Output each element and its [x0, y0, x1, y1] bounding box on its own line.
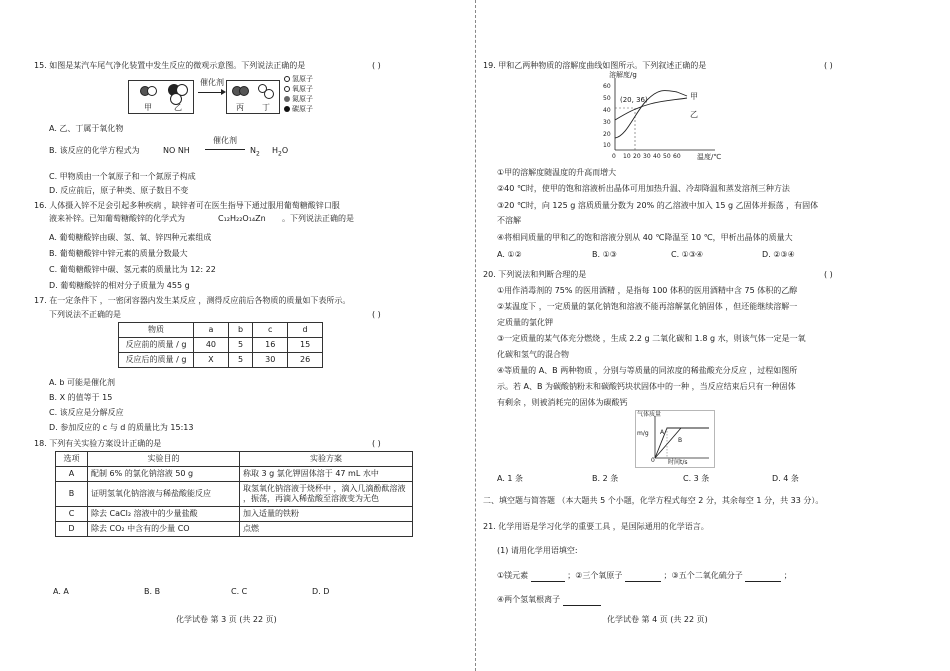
q17-answer-paren[interactable]: ( )	[372, 310, 381, 319]
q19-item-1: ①甲的溶解度随温度的升高而增大	[497, 168, 617, 177]
q21-stem: 21. 化学用语是学习化学的重要工具 ，是国际通用的化学语言。	[483, 522, 709, 531]
q17-option-b[interactable]: B. X 的值等于 15	[49, 393, 113, 402]
label-ding: 丁	[262, 103, 270, 112]
q20-option-a[interactable]: A. 1 条	[497, 474, 524, 483]
table-row: 反应前的质量 / g 40 5 16 15	[119, 338, 323, 353]
q15-diagram	[128, 76, 418, 118]
q15-eq-reactants: NO NH	[163, 146, 190, 155]
label-yi: 乙	[174, 103, 182, 112]
q15-option-c[interactable]: C. 甲物质由一个氧原子和一个氮原子构成	[49, 172, 196, 181]
curve-yi-label: 乙	[690, 110, 698, 119]
q15-option-a[interactable]: A. 乙、丁属于氧化物	[49, 124, 124, 133]
legend-n: 氮原子	[292, 95, 313, 103]
legend-o: 氧原子	[292, 85, 313, 93]
q20-item-4b: 示。若 A、B 为碳酸钠粉末和碳酸钙块状固体中的一种 ，当反应结束后只有一种固体	[497, 382, 796, 391]
q16-stem-3: 。下列说法正确的是	[282, 214, 354, 223]
q19-option-c[interactable]: C. ①③④	[671, 250, 704, 259]
graph-yunit: m/g	[637, 430, 649, 437]
q19-answer-paren[interactable]: ( )	[824, 61, 833, 70]
q18-option-b[interactable]: B. B	[144, 587, 161, 596]
q18-table	[55, 451, 413, 537]
q16-stem-1: 16. 人体摄入锌不足会引起多种疾病 ，缺锌者可在医生指导下通过服用葡萄糖酸锌口服	[34, 201, 340, 210]
q21-sub1: (1) 请用化学用语填空:	[497, 546, 578, 555]
table-row: 反应后的质量 / g X 5 30 26	[119, 353, 323, 368]
q20-item-1: ①用作消毒剂的 75% 的医用酒精 ，是指每 100 体积的医用酒精中含 75 体积的乙醇	[497, 286, 798, 295]
q19-option-a[interactable]: A. ①②	[497, 250, 522, 259]
q16-option-c[interactable]: C. 葡萄糖酸锌中碳、氢元素的质量比为 12: 22	[49, 265, 216, 274]
graph-origin: 0	[651, 457, 655, 464]
q20-item-2: ②某温度下 ，一定质量的氯化钠饱和溶液不能再溶解氯化钠固体 ，但还能继续溶解一	[497, 302, 798, 311]
q20-item-4c: 有剩余 ，则被消耗完的固体为碳酸钙	[497, 398, 628, 407]
q20-stem: 20. 下列说法和判断合理的是	[483, 270, 587, 279]
curve-a-label: A	[660, 429, 665, 436]
graph-xlabel: 时间t/s	[668, 459, 688, 466]
graph-ylabel: 气体质量	[637, 411, 662, 418]
blank-3o[interactable]	[625, 571, 661, 582]
q18-option-c[interactable]: C. C	[231, 587, 248, 596]
q15-stem: 15. 如图是某汽车尾气净化装置中发生反应的微观示意图。下列说法正确的是	[34, 61, 306, 70]
chart-xlabel: 温度/℃	[697, 153, 722, 161]
chart-ylabel: 溶解度/g	[609, 71, 637, 79]
table-row: C 除去 CaCl₂ 溶液中的少量盐酸 加入适量的铁粉	[56, 507, 413, 522]
blank-2oh[interactable]	[563, 595, 601, 606]
q19-item-2: ②40 ℃时，使甲的饱和溶液析出晶体可用加热升温、冷却降温和蒸发溶剂三种方法	[497, 184, 790, 193]
q20-item-2b: 定质量的氯化钾	[497, 318, 553, 327]
q19-option-d[interactable]: D. ②③④	[762, 250, 795, 259]
q15-answer-paren[interactable]: ( )	[372, 61, 381, 70]
q19-item-3: ③20 ℃时，向 125 g 溶质质量分数为 20% 的乙溶液中加入 15 g 乙固体并振荡 ，有固体	[497, 201, 819, 210]
q16-option-b[interactable]: B. 葡萄糖酸锌中锌元素的质量分数最大	[49, 249, 188, 258]
q15-eq-n2: $N_2$	[250, 146, 260, 158]
q18-option-d[interactable]: D. D	[312, 587, 330, 596]
q17-stem-1: 17. 在一定条件下 ，一密闭容器内发生某反应 ，测得反应前后各物质的质量如下表所示。	[34, 296, 351, 305]
table-row: A 配制 6% 的氯化钠溶液 50 g 称取 3 g 氯化钾固体溶于 47 mL 水中	[56, 467, 413, 482]
chart-point-label: (20, 36)	[620, 96, 648, 104]
table-row: 选项 实验目的 实验方案	[56, 452, 413, 467]
legend-h: 氢原子	[292, 75, 313, 83]
q20-answer-paren[interactable]: ( )	[824, 270, 833, 279]
q15-eq-arrow	[205, 149, 245, 150]
q20-option-b[interactable]: B. 2 条	[592, 474, 619, 483]
solubility-chart	[595, 72, 725, 162]
q15-option-b[interactable]: B. 该反应的化学方程式为	[49, 146, 140, 155]
table-row: B 证明氢氧化钠溶液与稀盐酸能反应 取氢氧化钠溶液于烧杯中 ，滴入几滴酚酞溶液 ，振荡，再滴入稀盐酸至溶液变为无色	[56, 482, 413, 507]
blank-mg[interactable]	[531, 571, 565, 582]
q19-item-3b: 不溶解	[497, 216, 521, 225]
q16-option-d[interactable]: D. 葡萄糖酸锌的相对分子质量为 455 g	[49, 281, 190, 290]
label-bing: 丙	[236, 103, 244, 112]
q21-line2: ④两个氢氧根离子	[497, 595, 601, 606]
q16-option-a[interactable]: A. 葡萄糖酸锌由碳、氢、氧、锌四种元素组成	[49, 233, 212, 242]
page-footer: 化学试卷 第 4 页 (共 22 页)	[607, 615, 708, 624]
page-4: 19. 甲和乙两种物质的溶解度曲线如图所示。下列叙述正确的是 ( ) 溶解度/g (20, 36) 甲 乙 温度/℃ 60 50 40 30 20 10 0 10 20 30 40 50 60 ①甲的溶解度随温度的升高而增大 ②40 ℃时，使甲的饱和溶液析出晶体可用加热升温、冷却降温和蒸发溶剂三种方法 ③20 ℃时，向 125 g 溶质质量分数为 20% 的乙溶液中加入 15 g 乙固体并振荡 ，有固体 不溶解 ④将相同质量的甲和乙的饱和溶液分别从 40 ℃降温至 10 ℃，甲析出晶体的质量大 A. ①② B. ①③ C. ①③④ D. ②③④ 20. 下列说法和判断合理的是 ( ) ①用作消毒剂的 75% 的医用酒精 ，是指每 100 体积的医用酒精中含 75 体积的乙醇 ②某温度下 ，一定质量的氯化钠饱和溶液不能再溶解氯化钠固体 ，但还能继续溶解一 定质量的氯化钾 ③一定质量的某气体充分燃烧 ，生成 2.2 g 二氧化碳和 1.8 g 水，则该气体一定是一氧 化碳和氢气的混合物 ④等质量的 A、B 两种物质 ，分别与等质量的同浓度的稀盐酸充分反应 ，过程如图所 示。若 A、B 为碳酸钠粉末和碳酸钙块状固体中的一种 ，当反应结束后只有一种固体 有剩余 ，则被消耗完的固体为碳酸钙 气体质量 m/g A B 0 时间t/s A. 1 条 B. 2 条 C. 3 条 D. 4 条 二、填空题与简答题 （本大题共 5 个小题，化学方程式每空 2 分，其余每空 1 分，共 33 分）。 21. 化学用语是学习化学的重要工具 ，是国际通用的化学语言。 (1) 请用化学用语填空: ①镁元素 ；②三个氧原子 ；③五个二氧化硫分子 ； ④两个氢氧根离子 化学试卷 第 4 页 (共 22 页)	[483, 61, 833, 624]
q20-option-c[interactable]: C. 3 条	[683, 474, 710, 483]
q20-item-3: ③一定质量的某气体充分燃烧 ，生成 2.2 g 二氧化碳和 1.8 g 水，则该气体一定是一氧	[497, 334, 806, 343]
q20-item-3b: 化碳和氢气的混合物	[497, 350, 569, 359]
label-jia: 甲	[144, 103, 152, 112]
q18-stem: 18. 下列有关实验方案设计正确的是	[34, 439, 162, 448]
section-2-heading: 二、填空题与简答题 （本大题共 5 个小题，化学方程式每空 2 分，其余每空 1 分，共 33 分）。	[483, 496, 824, 505]
q20-option-d[interactable]: D. 4 条	[772, 474, 799, 483]
q17-option-c[interactable]: C. 该反应是分解反应	[49, 408, 124, 417]
q18-option-a[interactable]: A. A	[53, 587, 69, 596]
q19-option-b[interactable]: B. ①③	[592, 250, 617, 259]
q20-item-4: ④等质量的 A、B 两种物质 ，分别与等质量的同浓度的稀盐酸充分反应 ，过程如图所	[497, 366, 798, 375]
q17-table	[118, 322, 323, 368]
q17-option-a[interactable]: A. b 可能是催化剂	[49, 378, 116, 387]
q15-eq-catalyst: 催化剂	[213, 136, 237, 145]
curve-b-label: B	[678, 437, 683, 444]
q15-eq-h2o: $H_2O$	[272, 146, 289, 158]
q15-option-d[interactable]: D. 反应前后，原子种类、原子数目不变	[49, 186, 189, 195]
q17-option-d[interactable]: D. 参加反应的 c 与 d 的质量比为 15:13	[49, 423, 194, 432]
table-row: 物质 a b c d	[119, 323, 323, 338]
q16-stem-2: 液来补锌。已知葡萄糖酸锌的化学式为	[49, 214, 185, 223]
legend-c: 碳原子	[292, 105, 313, 113]
table-row: D 除去 CO₂ 中含有的少量 CO 点燃	[56, 522, 413, 537]
page-footer: 化学试卷 第 3 页 (共 22 页)	[176, 615, 277, 624]
q16-formula: C₁₂H₂₂O₁₄Zn	[218, 214, 266, 223]
curve-jia-label: 甲	[690, 92, 698, 101]
catalyst-label: 催化剂	[200, 78, 224, 87]
q19-item-4: ④将相同质量的甲和乙的饱和溶液分别从 40 ℃降温至 10 ℃，甲析出晶体的质量大	[497, 233, 793, 242]
q17-stem-2: 下列说法不正确的是	[49, 310, 121, 319]
q21-line1: ①镁元素 ；②三个氧原子 ；③五个二氧化硫分子 ；	[497, 571, 792, 580]
q19-stem: 19. 甲和乙两种物质的溶解度曲线如图所示。下列叙述正确的是	[483, 61, 707, 70]
blank-5so2[interactable]	[745, 571, 781, 582]
q18-answer-paren[interactable]: ( )	[372, 439, 381, 448]
